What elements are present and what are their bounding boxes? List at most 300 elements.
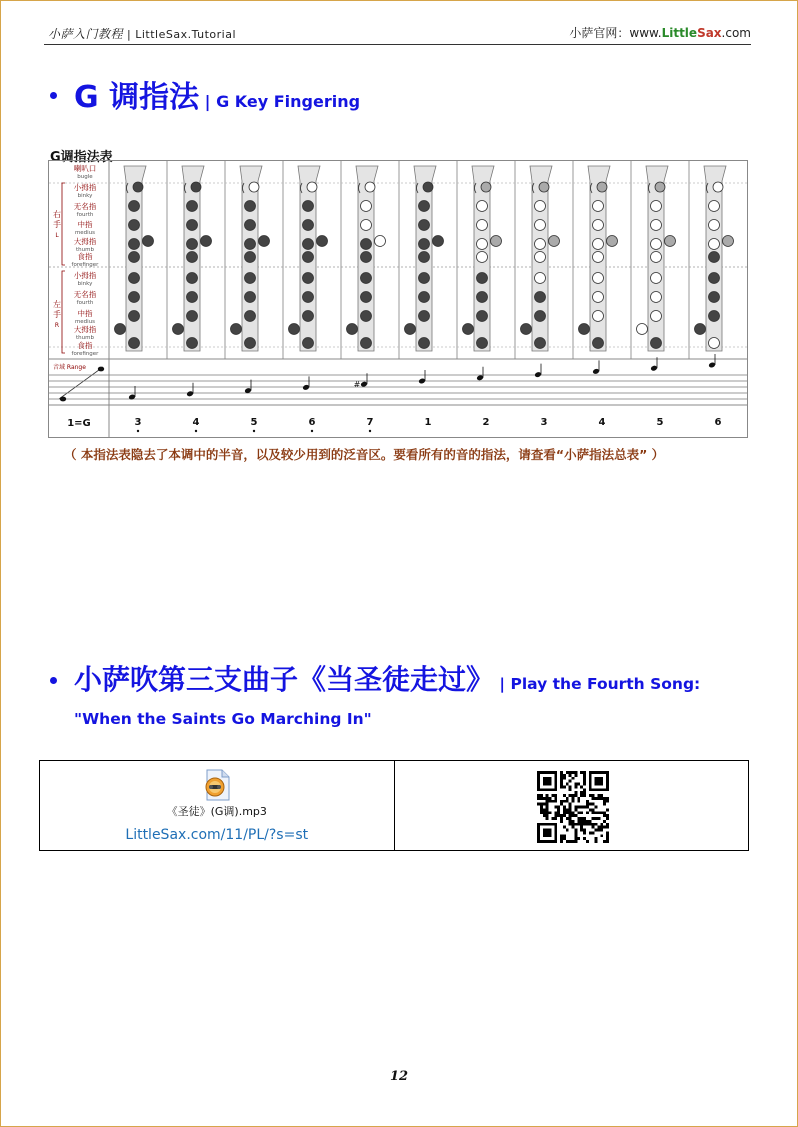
thumb-hole [317, 236, 328, 247]
row-label-cn: 喇叭口 [73, 164, 97, 173]
finger-hole [709, 252, 720, 263]
qr-module [580, 817, 583, 820]
finger-hole [651, 201, 662, 212]
qr-module [568, 806, 571, 809]
notation-number: 2 [482, 417, 490, 428]
qr-module [551, 794, 554, 797]
finger-hole [593, 239, 604, 250]
finger-hole [597, 182, 607, 192]
finger-hole [303, 201, 314, 212]
thumb-hole [289, 324, 300, 335]
qr-module [568, 817, 571, 820]
qr-module [562, 806, 565, 809]
finger-hole [709, 273, 720, 284]
qr-module [557, 808, 560, 811]
qr-module [588, 808, 591, 811]
fingering-chart-svg [49, 161, 747, 437]
finger-hole [593, 273, 604, 284]
qr-module [557, 814, 560, 817]
qr-module [591, 811, 594, 814]
finger-hole [245, 220, 256, 231]
finger-hole [713, 182, 723, 192]
finger-hole [361, 220, 372, 231]
finger-hole [477, 273, 488, 284]
qr-module [577, 797, 580, 800]
qr-module [591, 831, 594, 834]
qr-module [583, 783, 586, 786]
thumb-hole [723, 236, 734, 247]
row-label-en: thumb [76, 247, 94, 253]
finger-hole [129, 292, 140, 303]
qr-module [539, 811, 542, 814]
qr-module [571, 777, 574, 780]
download-table [39, 760, 749, 851]
qr-module [588, 794, 591, 797]
qr-module [606, 840, 609, 843]
site-com[interactable]: .com [721, 26, 751, 40]
header-left [48, 25, 236, 42]
finger-hole [361, 201, 372, 212]
qr-module [560, 820, 563, 823]
finger-hole [187, 239, 198, 250]
qr-module [560, 783, 563, 786]
qr-module [568, 788, 571, 791]
qr-module [583, 777, 586, 780]
qr-module [574, 837, 577, 840]
qr-module [571, 800, 574, 803]
finger-hole [303, 311, 314, 322]
right-hand-bracket [62, 183, 65, 265]
octave-dot [253, 430, 255, 432]
qr-module [560, 780, 563, 783]
bullet-1 [50, 92, 57, 99]
qr-module [562, 811, 565, 814]
qr-module [548, 811, 551, 814]
download-cell-qr [394, 761, 749, 850]
thumb-hole [375, 236, 386, 247]
finger-hole [245, 273, 256, 284]
finger-hole [535, 239, 546, 250]
row-label-cn: 大拇指 [73, 325, 97, 334]
finger-hole [477, 239, 488, 250]
finger-hole [187, 292, 198, 303]
qr-module [562, 774, 565, 777]
finger-hole [361, 273, 372, 284]
qr-module [588, 803, 591, 806]
finger-hole [593, 311, 604, 322]
qr-module [560, 800, 563, 803]
qr-module [568, 771, 571, 774]
qr-module [548, 800, 551, 803]
qr-module [580, 826, 583, 829]
qr-module [574, 814, 577, 817]
qr-module [571, 820, 574, 823]
row-label-cn: 中指 [77, 309, 93, 318]
qr-module [568, 814, 571, 817]
qr-module [560, 785, 563, 788]
notation-number: 6 [308, 417, 316, 428]
qr-module [562, 794, 565, 797]
qr-module [545, 808, 548, 811]
site-sax[interactable]: Sax [697, 26, 722, 40]
mp3-file-icon[interactable] [203, 769, 231, 801]
qr-module [588, 831, 591, 834]
finger-hole [187, 220, 198, 231]
qr-module [594, 823, 597, 826]
range-arrow [59, 367, 103, 399]
row-label-cn: 无名指 [73, 290, 97, 299]
qr-module [537, 794, 540, 797]
qr-module [603, 803, 606, 806]
range-low-note [60, 397, 66, 402]
bullet-2 [50, 677, 57, 684]
finger-hole [651, 338, 662, 349]
download-cell-file [40, 761, 394, 850]
hand-left-label-2: 手 [53, 310, 61, 319]
qr-module [603, 814, 606, 817]
octave-dot [137, 430, 139, 432]
finger-hole [419, 239, 430, 250]
qr-module [571, 823, 574, 826]
qr-module [571, 826, 574, 829]
qr-module [574, 794, 577, 797]
notation-number: 4 [598, 417, 606, 428]
finger-hole [709, 292, 720, 303]
qr-module [554, 794, 557, 797]
qr-module [583, 831, 586, 834]
qr-module [591, 823, 594, 826]
qr-module [542, 811, 545, 814]
qr-module [574, 771, 577, 774]
finger-hole [709, 220, 720, 231]
qr-module [580, 771, 583, 774]
qr-module [591, 794, 594, 797]
qr-module [606, 823, 609, 826]
qr-module [568, 840, 571, 843]
thumb-hole [463, 324, 474, 335]
qr-module [606, 837, 609, 840]
header-right [569, 24, 751, 41]
thumb-hole [549, 236, 560, 247]
finger-hole [593, 338, 604, 349]
finger-hole [535, 201, 546, 212]
qr-module [574, 785, 577, 788]
qr-module [545, 794, 548, 797]
qr-module [571, 794, 574, 797]
qr-module [606, 817, 609, 820]
qr-module [539, 808, 542, 811]
qr-module [571, 840, 574, 843]
mp3-download-link[interactable]: LittleSax.com/11/PL/?s=st [125, 827, 309, 843]
thumb-hole [607, 236, 618, 247]
qr-module [577, 806, 580, 809]
finger-hole [129, 252, 140, 263]
octave-dot [195, 430, 197, 432]
qr-module [603, 840, 606, 843]
qr-module [545, 800, 548, 803]
qr-module [580, 811, 583, 814]
row-label-en: fourth [76, 212, 94, 218]
finger-hole [303, 239, 314, 250]
qr-module [580, 794, 583, 797]
qr-module [583, 806, 586, 809]
finger-hole [535, 220, 546, 231]
qr-module [594, 806, 597, 809]
hand-left-label-en: R [54, 322, 60, 329]
qr-module [603, 800, 606, 803]
qr-module [591, 803, 594, 806]
finger-hole [129, 311, 140, 322]
fingering-table-title: G调指法表 [50, 150, 113, 165]
qr-module [594, 829, 597, 832]
key-signature: 1=G [67, 418, 91, 429]
qr-module [574, 791, 577, 794]
qr-module [542, 803, 545, 806]
qr-module [557, 811, 560, 814]
row-label-cn: 中指 [77, 220, 93, 229]
qr-module [580, 791, 583, 794]
thumb-hole [433, 236, 444, 247]
finger-hole [477, 220, 488, 231]
octave-dot [369, 430, 371, 432]
finger-hole [129, 273, 140, 284]
qr-module [574, 774, 577, 777]
qr-module [568, 820, 571, 823]
finger-hole [709, 338, 720, 349]
qr-module [606, 797, 609, 800]
hand-right-label-en: L [55, 232, 59, 239]
qr-module [554, 811, 557, 814]
qr-module [562, 826, 565, 829]
qr-module [565, 808, 568, 811]
qr-finder-center [542, 777, 551, 786]
qr-module [565, 811, 568, 814]
finger-hole [361, 239, 372, 250]
qr-module [554, 800, 557, 803]
finger-hole [477, 252, 488, 263]
thumb-hole [173, 324, 184, 335]
qr-module [574, 834, 577, 837]
qr-module [591, 826, 594, 829]
qr-module [565, 817, 568, 820]
qr-module [597, 794, 600, 797]
finger-hole [245, 252, 256, 263]
qr-module [568, 823, 571, 826]
qr-module [571, 797, 574, 800]
row-label-en: binky [77, 193, 93, 199]
finger-hole [245, 239, 256, 250]
finger-hole [187, 311, 198, 322]
qr-module [606, 808, 609, 811]
finger-hole [419, 201, 430, 212]
qr-module [560, 771, 563, 774]
finger-hole [365, 182, 375, 192]
finger-hole [535, 292, 546, 303]
qr-module [580, 823, 583, 826]
qr-module [571, 771, 574, 774]
qr-module [583, 788, 586, 791]
qr-module [597, 811, 600, 814]
qr-module [565, 829, 568, 832]
finger-hole [133, 182, 143, 192]
qr-module [594, 837, 597, 840]
finger-hole [303, 220, 314, 231]
notation-number: 4 [192, 417, 200, 428]
qr-module [583, 823, 586, 826]
notation-number: 5 [250, 417, 258, 428]
finger-hole [419, 252, 430, 263]
finger-hole [651, 311, 662, 322]
finger-hole [477, 292, 488, 303]
qr-finder-center [542, 829, 551, 838]
thumb-hole [201, 236, 212, 247]
qr-module [574, 831, 577, 834]
qr-module [583, 791, 586, 794]
qr-module [577, 800, 580, 803]
thumb-hole [231, 324, 242, 335]
row-label-en: thumb [76, 335, 94, 341]
row-label-cn: 食指 [77, 252, 93, 261]
notation-number: 1 [424, 417, 432, 428]
section-1-title-cn: G 调指法 [74, 80, 200, 115]
thumb-hole [665, 236, 676, 247]
qr-module [577, 837, 580, 840]
qr-module [597, 797, 600, 800]
finger-hole [419, 220, 430, 231]
site-label: 小萨官网： [569, 26, 630, 40]
finger-hole [303, 338, 314, 349]
section-2-title-cn: 小萨吹第三支曲子《当圣徒走过》 [74, 663, 495, 696]
qr-module [603, 811, 606, 814]
thumb-hole [405, 324, 416, 335]
qr-module [591, 817, 594, 820]
finger-hole [651, 252, 662, 263]
finger-hole [651, 273, 662, 284]
qr-module [600, 829, 603, 832]
qr-module [545, 803, 548, 806]
finger-hole [249, 182, 259, 192]
thumb-hole [115, 324, 126, 335]
finger-hole [655, 182, 665, 192]
finger-hole [129, 338, 140, 349]
mp3-file-name[interactable]: 《圣徒》(G调).mp3 [166, 805, 267, 818]
section-1-title-en: | G Key Fingering [199, 92, 361, 111]
row-label-cn: 小拇指 [73, 271, 97, 280]
qr-module [562, 808, 565, 811]
qr-module [565, 797, 568, 800]
finger-hole [651, 239, 662, 250]
qr-module [562, 800, 565, 803]
notation-number: 5 [656, 417, 664, 428]
qr-module [560, 840, 563, 843]
finger-hole [593, 252, 604, 263]
qr-module [560, 817, 563, 820]
finger-hole [651, 292, 662, 303]
qr-module [542, 808, 545, 811]
page-number: 12 [389, 1069, 409, 1084]
qr-module [606, 814, 609, 817]
section-2-title [74, 658, 752, 728]
qr-module [554, 797, 557, 800]
qr-module [583, 774, 586, 777]
finger-hole [477, 201, 488, 212]
finger-hole [709, 239, 720, 250]
finger-hole [361, 338, 372, 349]
section-1-title [74, 72, 360, 116]
qr-module [606, 831, 609, 834]
finger-hole [361, 311, 372, 322]
qr-module [568, 811, 571, 814]
finger-hole [187, 338, 198, 349]
finger-hole [477, 311, 488, 322]
qr-module [606, 834, 609, 837]
qr-module [583, 771, 586, 774]
finger-hole [593, 201, 604, 212]
qr-module [597, 829, 600, 832]
notation-number: 7 [366, 417, 374, 428]
finger-hole [535, 273, 546, 284]
qr-module [568, 803, 571, 806]
section-2-title-en2: "When the Saints Go Marching In" [74, 710, 372, 728]
thumb-hole [695, 324, 706, 335]
qr-module [562, 785, 565, 788]
qr-module [583, 829, 586, 832]
qr-module [560, 774, 563, 777]
qr-module [560, 803, 563, 806]
qr-module [545, 806, 548, 809]
qr-module [545, 817, 548, 820]
finger-hole [709, 201, 720, 212]
qr-module [574, 783, 577, 786]
qr-module [548, 797, 551, 800]
site-little[interactable]: Little [661, 26, 698, 40]
qr-module [562, 837, 565, 840]
section-2-title-en: | Play the Fourth Song: [494, 675, 701, 693]
qr-module [583, 817, 586, 820]
qr-module [574, 840, 577, 843]
hand-left-label-1: 左 [53, 300, 61, 309]
qr-module [600, 823, 603, 826]
thumb-hole [491, 236, 502, 247]
row-label-en: medius [74, 230, 96, 236]
qr-module [545, 811, 548, 814]
finger-hole [419, 292, 430, 303]
qr-module [560, 837, 563, 840]
qr-module [600, 797, 603, 800]
qr-module [537, 803, 540, 806]
qr-module [539, 806, 542, 809]
qr-module [562, 777, 565, 780]
qr-module [580, 785, 583, 788]
row-label-en: medius [74, 319, 96, 325]
qr-module [565, 800, 568, 803]
qr-module [591, 808, 594, 811]
qr-module [539, 794, 542, 797]
octave-dot [311, 430, 313, 432]
qr-module [539, 797, 542, 800]
finger-hole [535, 252, 546, 263]
finger-hole [535, 338, 546, 349]
qr-module [542, 814, 545, 817]
qr-module [574, 823, 577, 826]
qr-module [580, 820, 583, 823]
qr-module [545, 814, 548, 817]
qr-module [568, 794, 571, 797]
qr-module [568, 808, 571, 811]
qr-module [597, 817, 600, 820]
site-www[interactable]: www. [629, 26, 662, 40]
thumb-hole [143, 236, 154, 247]
